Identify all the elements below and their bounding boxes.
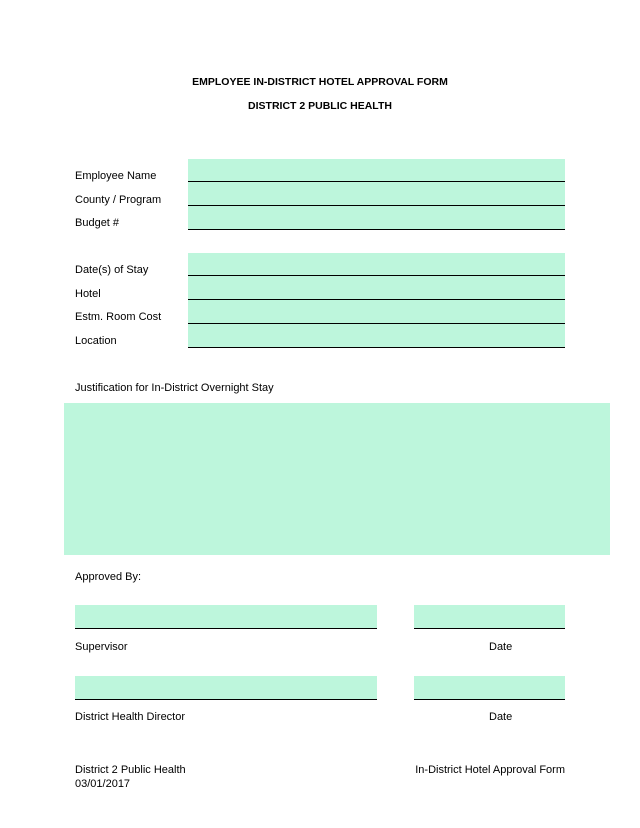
dates-of-stay-label: Date(s) of Stay (75, 264, 149, 276)
footer-date: 03/01/2017 (75, 778, 131, 790)
footer-org: District 2 Public Health (75, 764, 186, 776)
director-date-label: Date (489, 711, 513, 723)
budget-label: Budget # (75, 217, 120, 229)
director-date-field[interactable] (414, 676, 565, 700)
employee-name-field[interactable] (188, 159, 565, 182)
room-cost-label: Estm. Room Cost (75, 311, 162, 323)
supervisor-date-label: Date (489, 641, 513, 653)
form-subtitle: DISTRICT 2 PUBLIC HEALTH (248, 100, 392, 112)
room-cost-field[interactable] (188, 300, 565, 324)
hotel-field[interactable] (188, 276, 565, 300)
dates-of-stay-field[interactable] (188, 253, 565, 276)
employee-name-label: Employee Name (75, 170, 157, 182)
footer-form-name: In-District Hotel Approval Form (415, 764, 565, 776)
county-program-field[interactable] (188, 182, 565, 206)
budget-field[interactable] (188, 206, 565, 230)
director-signature-field[interactable] (75, 676, 377, 700)
location-field[interactable] (188, 324, 565, 348)
form-title: EMPLOYEE IN-DISTRICT HOTEL APPROVAL FORM (192, 76, 448, 88)
supervisor-label: Supervisor (75, 641, 128, 653)
director-label: District Health Director (75, 711, 186, 723)
location-label: Location (75, 335, 117, 347)
supervisor-signature-field[interactable] (75, 605, 377, 629)
hotel-label: Hotel (75, 288, 101, 300)
county-program-label: County / Program (75, 194, 162, 206)
justification-label: Justification for In-District Overnight Stay (75, 382, 274, 394)
supervisor-date-field[interactable] (414, 605, 565, 629)
justification-textarea[interactable] (64, 403, 610, 555)
approved-by-heading: Approved By: (75, 571, 142, 583)
